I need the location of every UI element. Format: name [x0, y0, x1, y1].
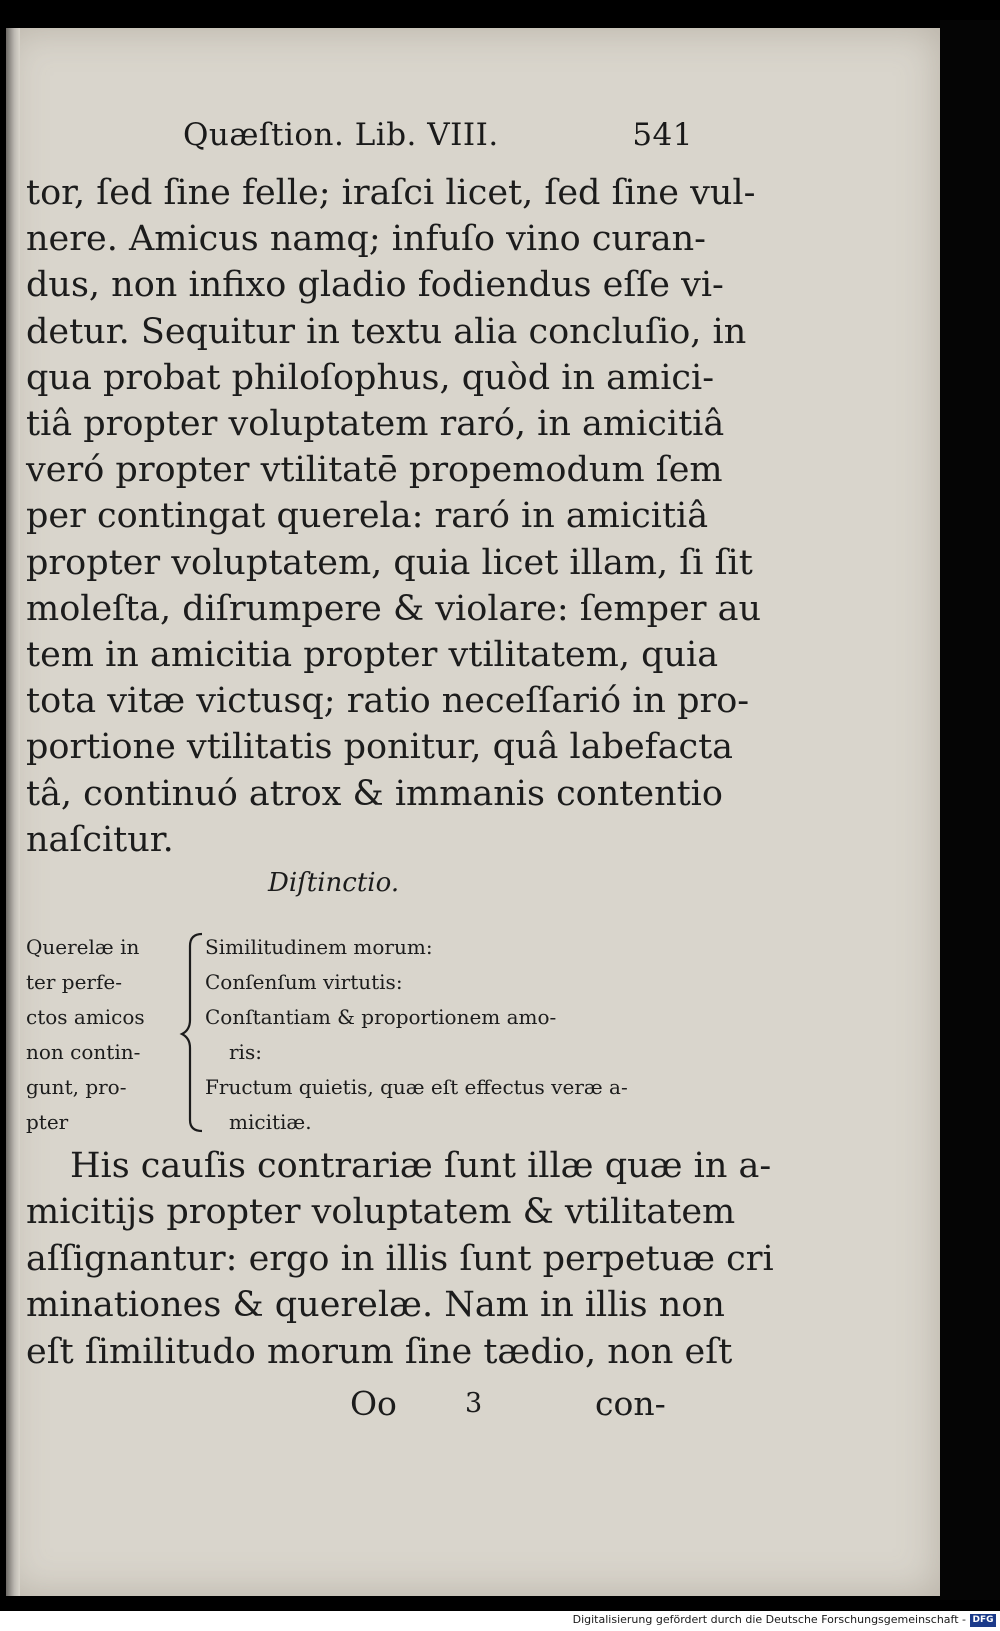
distinction-right-column: [205, 930, 695, 1140]
text-line: tor, ſed ſine felle; iraſci licet, ſed ſine vul-: [26, 173, 756, 213]
text-line: aſſignantur: ergo in illis ſunt perpetuæ cri: [26, 1238, 774, 1279]
text-line: veró propter vtilitatē propemodum ſem: [26, 450, 723, 491]
page-number: 541: [632, 117, 693, 153]
distinction-right-line: Similitudinem morum:: [205, 935, 433, 959]
digitization-credit: Digitalisierung gefördert durch die Deutsche Forschungsgemeinschaft -: [572, 1613, 966, 1626]
text-line: tiâ propter voluptatem raró, in amicitiâ: [26, 404, 725, 445]
text-line: His cauſis contrariæ ſunt illæ quæ in a-: [70, 1146, 772, 1186]
distinction-right-line: Conſtantiam & proportionem amo-: [205, 1005, 557, 1029]
text-line: nere. Amicus namq; infuſo vino curan-: [26, 219, 706, 260]
text-line: detur. Sequitur in textu alia concluſio, in: [26, 311, 747, 352]
running-title: Quæſtion. Lib. VIII.: [183, 117, 499, 153]
text-line: propter voluptatem, quia licet illam, ſi ſit: [26, 542, 753, 583]
dfg-logo: DFG: [970, 1614, 996, 1627]
distinction-right-line: ris:: [229, 1040, 262, 1064]
text-line: per contingat querela: raró in amicitiâ: [26, 496, 709, 537]
distinction-title: Diſtinctio.: [268, 868, 400, 898]
distinction-left-line: gunt, pro-: [26, 1075, 127, 1099]
text-line: minationes & querelæ. Nam in illis non: [26, 1285, 725, 1326]
text-line: qua probat philoſophus, quòd in amici-: [26, 357, 715, 398]
binding-gutter: [6, 28, 20, 1596]
distinction-left-line: non contin-: [26, 1040, 141, 1064]
text-line: naſcitur.: [26, 819, 174, 860]
distinction-right-line: micitiæ.: [229, 1110, 312, 1134]
signature-number: 3: [465, 1388, 483, 1419]
signature-mark: Oo: [350, 1384, 397, 1423]
catchword: con-: [595, 1384, 666, 1423]
text-line: portione vtilitatis ponitur, quâ labefacta: [26, 727, 734, 768]
distinction-left-line: pter: [26, 1110, 69, 1134]
distinction-left-line: ter perfe-: [26, 970, 122, 994]
distinction-left-column: [26, 930, 186, 1140]
distinction-right-line: Conſenſum virtutis:: [205, 970, 403, 994]
curly-brace-icon: [180, 930, 206, 1135]
text-line: micitijs propter voluptatem & vtilitatem: [26, 1192, 736, 1233]
text-line: tâ, continuó atrox & immanis contentio: [26, 773, 723, 814]
body-text-continued: [26, 1143, 774, 1375]
body-text: [26, 170, 761, 863]
distinction-left-line: ctos amicos: [26, 1005, 145, 1029]
distinction-right-line: Fructum quietis, quæ eſt effectus veræ a-: [205, 1075, 628, 1099]
text-line: tem in amicitia propter vtilitatem, quia: [26, 635, 719, 676]
text-line: dus, non infixo gladio fodiendus eſſe vi-: [26, 265, 724, 306]
text-line: tota vitæ victusq; ratio neceſſarió in pro-: [26, 681, 750, 722]
running-head: [183, 117, 693, 153]
text-line: moleſta, diſrumpere & violare: ſemper au: [26, 588, 761, 629]
text-line: eſt ſimilitudo morum ſine tædio, non eſt: [26, 1331, 733, 1372]
page-edge: [940, 20, 1000, 1600]
distinction-left-line: Querelæ in: [26, 935, 140, 959]
